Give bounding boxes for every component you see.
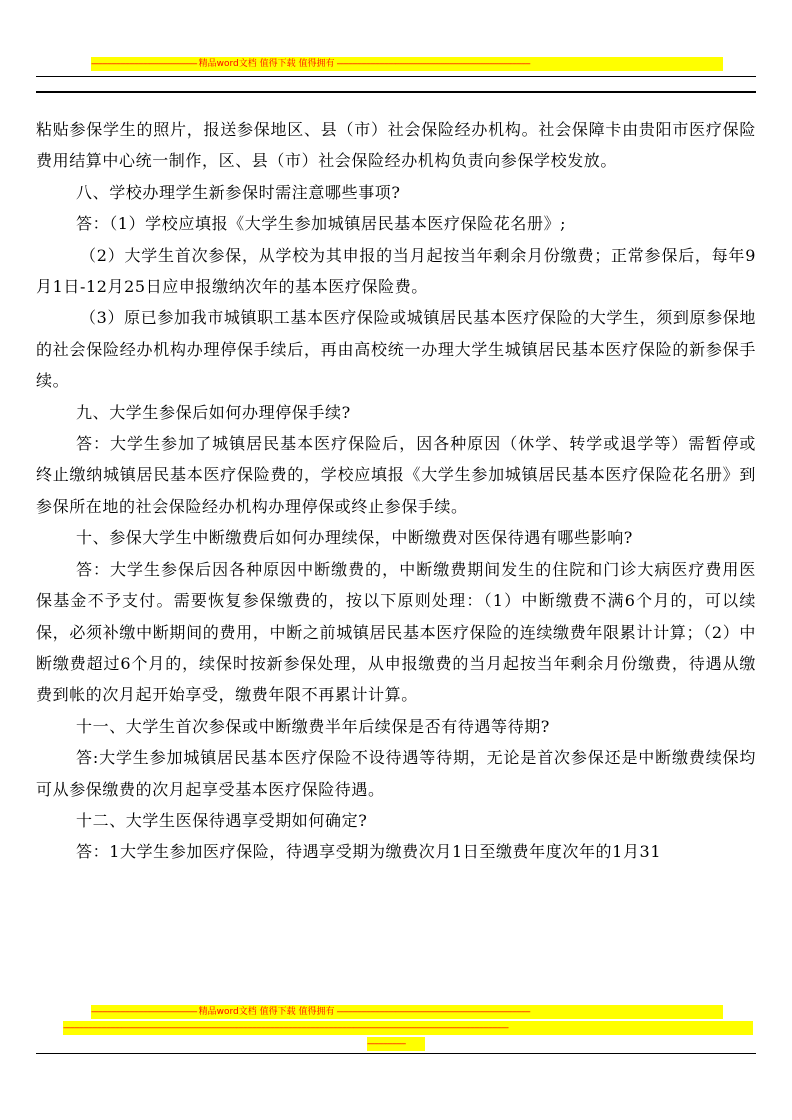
heading-q10: 十、参保大学生中断缴费后如何办理续保，中断缴费对医保待遇有哪些影响? (76, 528, 633, 548)
paragraph-continuation: 粘贴参保学生的照片，报送参保地区、县（市）社会保险经办机构。社会保障卡由贵阳市医疗保险费用结算中心统一制作，区、县（市）社会保险经办机构负责向参保学校发放。 (36, 120, 756, 171)
footer-banner-text: 精品word文档 值得下载 值得拥有 (198, 1007, 335, 1017)
header-banner-text: 精品word文档 值得下载 值得拥有 (198, 59, 335, 69)
heading-q9: 九、大学生参保后如何办理停保手续? (76, 402, 351, 422)
footer-banner-line2: ------------------------------------------------------------------------------------------------------------------------------------------------------------------------------------------------------ (63, 1021, 753, 1035)
answer-q10: 答：大学生参保后因各种原因中断缴费的，中断缴费期间发生的住院和门诊大病医疗费用医保基金不予支付。需要恢复参保缴费的，按以下原则处理：（1）中断缴费不满6个月的，可以续保，必须补缴中断期间的费用，中断之前城镇居民基本医疗保险的连续缴费年限累计计算；（2）中断缴费超过6个月的，续保时按新参保处理，从申报缴费的当月起按当年剩余月份缴费，待遇从缴费到帐的次月起开始享受，缴费年限不再累计计算。 (36, 559, 756, 705)
document-body (36, 114, 756, 868)
header-rule-thin (36, 76, 756, 77)
answer-q11: 答:大学生参加城镇居民基本医疗保险不设待遇等待期，无论是首次参保还是中断缴费续保均可从参保缴费的次月起享受基本医疗保险待遇。 (36, 748, 756, 799)
footer-rule (36, 1053, 756, 1054)
answer-q12: 答：1大学生参加医疗保险，待遇享受期为缴费次月1日至缴费年度次年的1月31 (76, 842, 662, 862)
answer-q8-3: （3）原已参加我市城镇职工基本医疗保险或城镇居民基本医疗保险的大学生，须到原参保地的社会保险经办机构办理停保手续后，再由高校统一办理大学生城镇居民基本医疗保险的新参保手续。 (36, 308, 756, 391)
heading-q11: 十一、大学生首次参保或中断缴费半年后续保是否有待遇等待期? (76, 716, 550, 736)
answer-q8-1: 答：（1）学校应填报《大学生参加城镇居民基本医疗保险花名册》; (76, 214, 567, 234)
heading-q12: 十二、大学生医保待遇享受期如何确定? (76, 810, 368, 830)
header-rule-thick (36, 91, 756, 93)
footer-banner-line3: ----------------- (367, 1037, 425, 1051)
answer-q9: 答：大学生参加了城镇居民基本医疗保险后，因各种原因（休学、转学或退学等）需暂停或终止缴纳城镇居民基本医疗保险费的，学校应填报《大学生参加城镇居民基本医疗保险花名册》到参保所在地的社会保险经办机构办理停保或终止参保手续。 (36, 434, 756, 516)
footer-banner-line1: ----------------------------------------------- 精品word文档 值得下载 值得拥有 -------------------------------------------------------------------------------------- (91, 1005, 723, 1019)
heading-q8: 八、学校办理学生新参保时需注意哪些事项? (76, 182, 401, 202)
answer-q8-2: （2）大学生首次参保，从学校为其申报的当月起按当年剩余月份缴费；正常参保后，每年9月1日-12月25日应申报缴纳次年的基本医疗保险费。 (36, 245, 756, 297)
header-banner: ----------------------------------------------- 精品word文档 值得下载 值得拥有 -------------------------------------------------------------------------------------- (91, 57, 723, 71)
